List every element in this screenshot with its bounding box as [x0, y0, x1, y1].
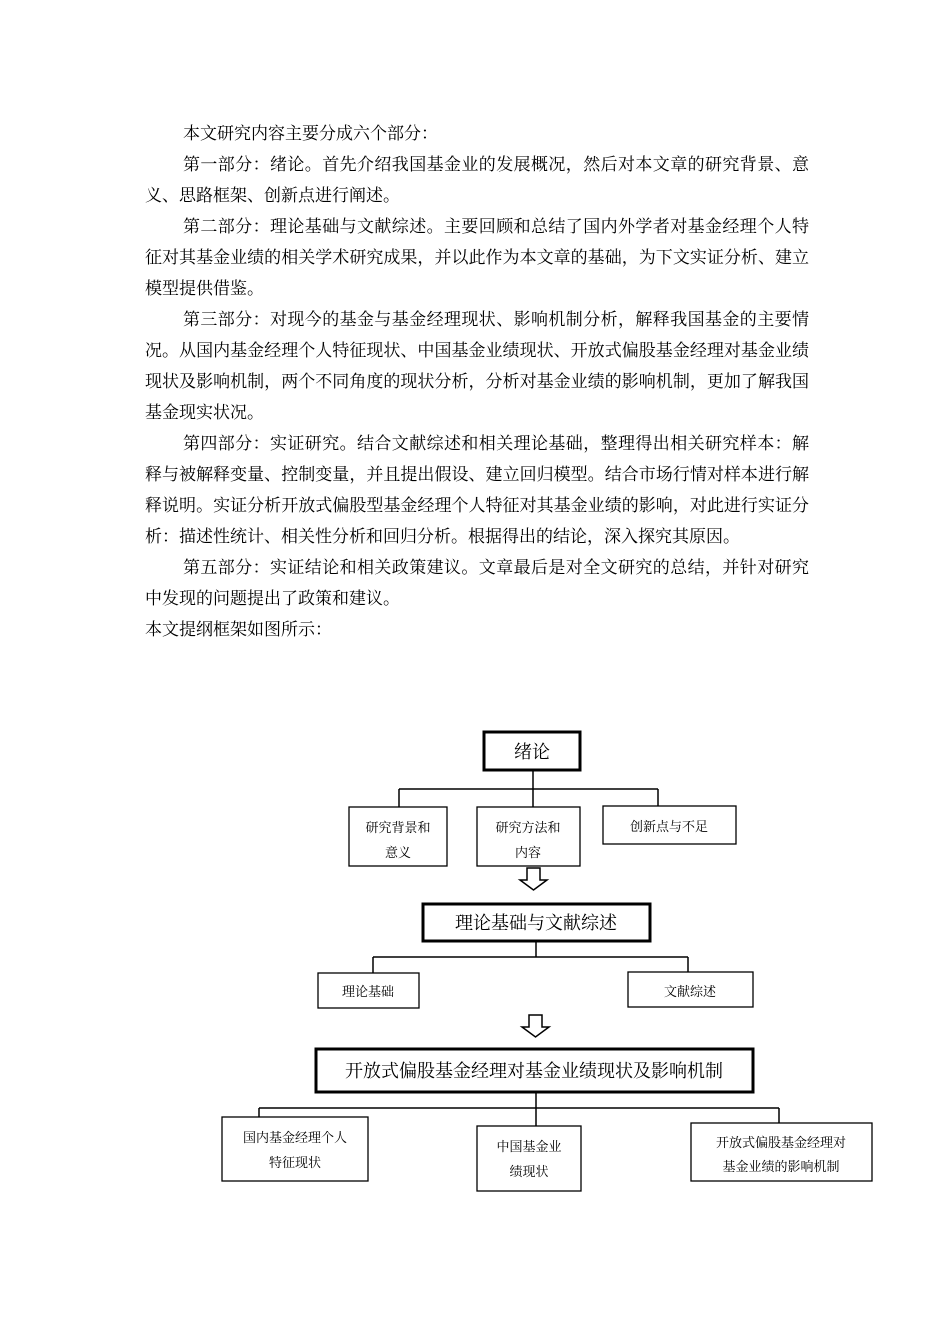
influence-mechanism-box-label: 开放式偏股基金经理对 [715, 1136, 847, 1151]
intro-paragraph: 本文研究内容主要分成六个部分： [183, 124, 438, 144]
literature-box-label: 文献综述 [663, 985, 717, 1000]
part-two-paragraph: 第二部分：理论基础与文献综述。主要回顾和总结了国内外学者对基金经理个人特征对其基金业绩的相关学术研究成果，并以此作为本文章的基础，为下文实证分析、建立模型提供借鉴。 [145, 217, 809, 299]
manager-traits-box-label: 特征现状 [268, 1156, 322, 1171]
methods-box-label: 内容 [514, 846, 542, 861]
part-five-paragraph: 第五部分：实证结论和相关政策建议。文章最后是对全文研究的总结，并针对研究中发现的问题提出了政策和建议。 [145, 558, 809, 609]
part-four-paragraph: 第四部分：实证研究。结合文献综述和相关理论基础，整理得出相关研究样本：解释与被解释变量、控制变量，并且提出假设、建立回归模型。结合市场行情对样本进行解释说明。实证分析开放式偏股型基金经理个人特征对其基金业绩的影响，对此进行实证分析：描述性统计、相关性分析和回归分析。根据得出的结论，深入探究其原因。 [145, 434, 809, 547]
background-box-label: 研究背景和 [365, 821, 431, 836]
manager-traits-box-label: 国内基金经理个人 [242, 1131, 348, 1146]
intro-box-label: 绪论 [514, 742, 550, 763]
performance-box-label: 绩现状 [509, 1165, 549, 1180]
figure-caption: 本文提纲框架如图所示： [145, 620, 332, 640]
down-arrow-icon [520, 868, 547, 890]
influence-mechanism-box-label: 基金业绩的影响机制 [722, 1160, 840, 1175]
part-one-paragraph: 第一部分：绪论。首先介绍我国基金业的发展概况，然后对本文章的研究背景、意义、思路框架、创新点进行阐述。 [145, 155, 809, 206]
performance-box-label: 中国基金业 [496, 1140, 562, 1155]
background-box-label: 意义 [384, 846, 412, 861]
performance-box [477, 1126, 581, 1191]
mechanism-box-label: 开放式偏股基金经理对基金业绩现状及影响机制 [345, 1061, 723, 1082]
theory-basis-box-label: 理论基础 [341, 985, 395, 1000]
innovation-box-label: 创新点与不足 [629, 820, 709, 835]
manager-traits-box [222, 1117, 368, 1181]
part-three-paragraph: 第三部分：对现今的基金与基金经理现状、影响机制分析，解释我国基金的主要情况。从国内基金经理个人特征现状、中国基金业绩现状、开放式偏股基金经理对基金业绩现状及影响机制，两个不同角度的现状分析，分析对基金业绩的影响机制，更加了解我国基金现实状况。 [145, 310, 809, 423]
theory-box-label: 理论基础与文献综述 [455, 913, 617, 934]
down-arrow-icon [522, 1015, 549, 1037]
methods-box-label: 研究方法和 [495, 821, 561, 836]
